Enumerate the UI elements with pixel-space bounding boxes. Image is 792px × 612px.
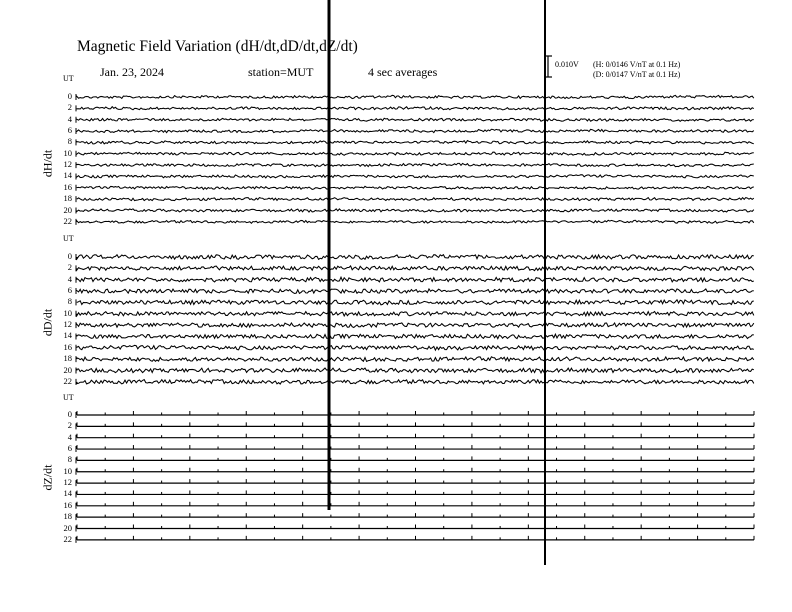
row-label: 6	[67, 125, 72, 136]
scale-h-sensitivity: (H: 0/0146 V/nT at 0.1 Hz)	[593, 60, 681, 69]
trace-line	[77, 357, 754, 362]
trace-line	[77, 334, 754, 338]
trace-line	[77, 198, 754, 201]
scale-value-label: 0.010V	[555, 60, 579, 69]
trace-line	[77, 255, 754, 260]
row-label: 14	[63, 170, 72, 181]
row-label: 2	[67, 420, 72, 431]
trace-line	[77, 277, 754, 282]
trace-line	[77, 118, 754, 121]
row-label: 8	[67, 136, 72, 147]
scale-d-sensitivity: (D: 0/0147 V/nT at 0.1 Hz)	[593, 70, 681, 79]
row-label: 12	[63, 159, 72, 170]
station-label: station=MUT	[248, 65, 314, 79]
row-label: 4	[67, 431, 72, 442]
trace-line	[77, 209, 754, 212]
chart-title: Magnetic Field Variation (dH/dt,dD/dt,dZ/dt)	[77, 38, 358, 55]
row-label: 14	[63, 488, 72, 499]
trace-line	[77, 380, 754, 384]
trace-line	[77, 129, 754, 132]
row-label: 10	[63, 307, 72, 318]
row-label: 10	[63, 147, 72, 158]
row-label: 8	[67, 296, 72, 307]
averaging-label: 4 sec averages	[368, 65, 438, 79]
row-label: 22	[63, 375, 72, 386]
trace-line	[77, 300, 754, 305]
row-label: 20	[63, 204, 72, 215]
row-label: 0	[67, 251, 72, 261]
row-label: 0	[67, 91, 72, 101]
row-label: 22	[63, 215, 72, 226]
trace-line	[77, 163, 754, 166]
row-label: 6	[67, 285, 72, 296]
row-label: 0	[67, 409, 72, 419]
ut-label: UT	[63, 234, 74, 243]
row-label: 18	[63, 511, 72, 522]
row-label: 12	[63, 319, 72, 330]
row-label: 4	[67, 113, 72, 124]
row-label: 14	[63, 330, 72, 341]
row-label: 18	[63, 193, 72, 204]
row-label: 16	[63, 499, 72, 510]
row-label: 12	[63, 477, 72, 488]
trace-line	[77, 186, 754, 189]
trace-line	[77, 141, 754, 144]
row-label: 16	[63, 181, 72, 192]
trace-line	[77, 266, 754, 271]
trace-line	[77, 289, 754, 294]
row-label: 16	[63, 341, 72, 352]
trace-line	[77, 368, 754, 373]
date-label: Jan. 23, 2024	[100, 65, 164, 79]
row-label: 22	[63, 533, 72, 544]
trace-line	[77, 312, 754, 316]
row-label: 8	[67, 454, 72, 465]
row-label: 6	[67, 443, 72, 454]
ut-label: UT	[63, 74, 74, 83]
row-label: 2	[67, 262, 72, 273]
row-label: 20	[63, 522, 72, 533]
trace-line	[77, 175, 754, 178]
row-label: 18	[63, 353, 72, 364]
trace-line	[77, 220, 754, 223]
panel-ylabel: dZ/dt	[40, 464, 55, 491]
row-label: 10	[63, 465, 72, 476]
trace-line	[77, 323, 754, 328]
panel-ylabel: dH/dt	[40, 149, 55, 178]
trace-line	[77, 152, 754, 155]
row-label: 4	[67, 273, 72, 284]
trace-line	[77, 345, 754, 350]
row-label: 20	[63, 364, 72, 375]
trace-line	[77, 95, 754, 98]
trace-line	[77, 107, 754, 110]
row-label: 2	[67, 102, 72, 113]
ut-label: UT	[63, 393, 74, 402]
panel-ylabel: dD/dt	[40, 308, 55, 337]
